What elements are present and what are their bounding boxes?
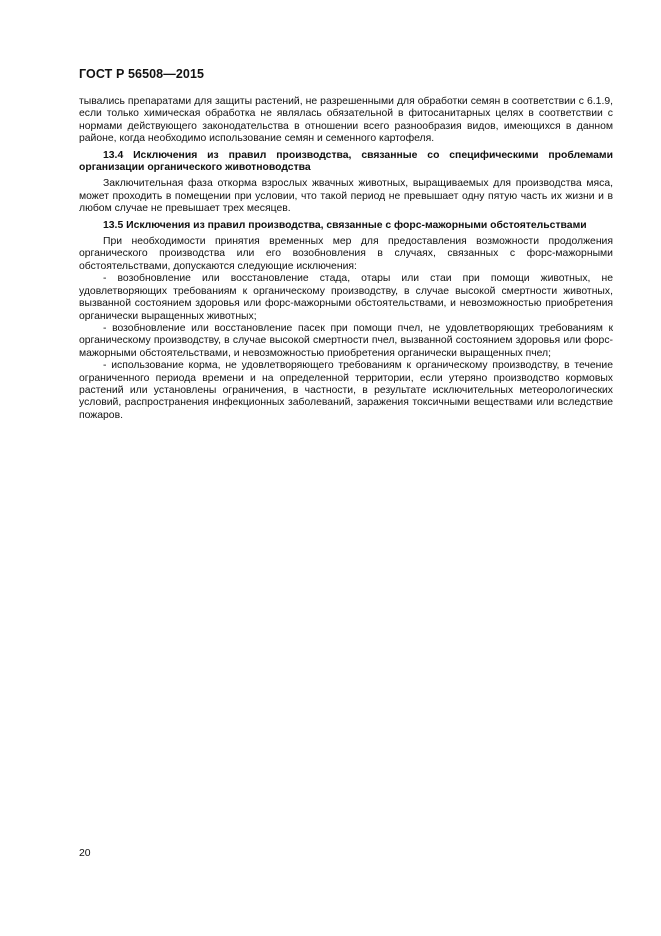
page-number: 20 — [79, 848, 91, 859]
section-13-5-heading: 13.5 Исключения из правил производства, связанные с форс-мажорными обстоятельствами — [103, 219, 587, 231]
list-item: - использование корма, не удовлетворяющего требованиям к органическому производству, в течение ограниченного периода времени и на определенной территории, если утеряно производство кормовых растений или установлены ограничения, в частности, в результате исключительных метеорологических условий, распространения инфекционных заболеваний, заражения токсичными веществами или вследствие пожаров. — [79, 360, 613, 421]
continuation-paragraph: тывались препаратами для защиты растений, не разрешенными для обработки семян в соответствии с 6.1.9, если только химическая обработка не являлась обязательной в фитосанитарных целях в соответствии с нормами действующего законодательства в отношении всего разнообразия видов, имеющихся в данном районе, когда необходимо использование семян и семенного картофеля. — [79, 96, 613, 145]
document-body — [79, 96, 613, 422]
section-13-5-intro: При необходимости принятия временных мер для предоставления возможности продолжения органического производства или его возобновления в случаях, связанных с форс-мажорными обстоятельствами, допускаются следующие исключения: — [79, 236, 613, 272]
document-header-title: ГОСТ Р 56508—2015 — [79, 67, 205, 81]
list-item: - возобновление или восстановление стада, отары или стаи при помощи животных, не удовлетворяющих требованиям к органическому производству, в случае высокой смертности животных, вызванной состоянием здоровья или форс-мажорными обстоятельствами, и невозможностью приобретения органически выращенных животных; — [79, 273, 613, 322]
section-13-4-heading: 13.4 Исключения из правил производства, связанные со специфическими проблемами организации органического животноводства — [79, 149, 613, 174]
list-item: - возобновление или восстановление пасек при помощи пчел, не удовлетворяющих требованиям к органическому производству, в случае высокой смертности пчел, вызванной состоянием здоровья или форс-мажорными обстоятельствами, и невозможностью приобретения органически выращенных пчел; — [79, 322, 613, 359]
section-13-4-paragraph: Заключительная фаза откорма взрослых жвачных животных, выращиваемых для производства мяса, может проходить в помещении при условии, что такой период не превышает одну пятую часть их жизни и в любом случае не превышает трех месяцев. — [79, 178, 613, 215]
